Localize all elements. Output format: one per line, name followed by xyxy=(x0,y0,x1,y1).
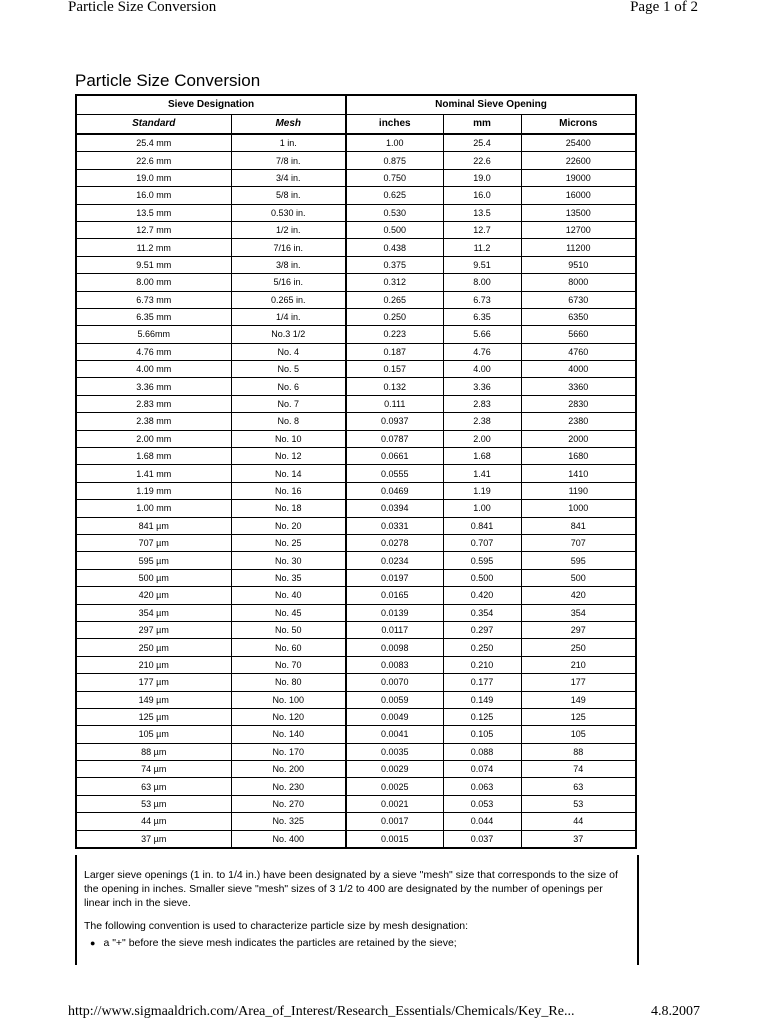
cell-mesh: 7/16 in. xyxy=(231,239,346,256)
table-group-header-row xyxy=(76,95,636,115)
cell-inches: 0.0787 xyxy=(346,430,443,447)
table-column-header-row xyxy=(76,115,636,135)
cell-standard: 297 µm xyxy=(76,621,231,638)
cell-mesh: 1/4 in. xyxy=(231,308,346,325)
cell-inches: 0.111 xyxy=(346,395,443,412)
cell-mm: 8.00 xyxy=(443,274,521,291)
cell-mesh: 0.530 in. xyxy=(231,204,346,221)
cell-mesh: No. 16 xyxy=(231,482,346,499)
cell-inches: 1.00 xyxy=(346,134,443,152)
table-body xyxy=(76,134,636,848)
table-row xyxy=(76,674,636,691)
table-row xyxy=(76,691,636,708)
cell-mesh: No. 70 xyxy=(231,656,346,673)
cell-standard: 1.41 mm xyxy=(76,465,231,482)
column-header-microns: Microns xyxy=(521,115,636,135)
cell-inches: 0.0331 xyxy=(346,517,443,534)
cell-inches: 0.312 xyxy=(346,274,443,291)
cell-standard: 841 µm xyxy=(76,517,231,534)
cell-standard: 595 µm xyxy=(76,552,231,569)
cell-mesh: 1 in. xyxy=(231,134,346,152)
cell-inches: 0.750 xyxy=(346,169,443,186)
cell-standard: 500 µm xyxy=(76,569,231,586)
cell-standard: 53 µm xyxy=(76,795,231,812)
cell-microns: 2830 xyxy=(521,395,636,412)
cell-standard: 63 µm xyxy=(76,778,231,795)
cell-microns: 354 xyxy=(521,604,636,621)
table-row xyxy=(76,274,636,291)
table-row xyxy=(76,743,636,760)
cell-mesh: 5/8 in. xyxy=(231,187,346,204)
cell-mm: 5.66 xyxy=(443,326,521,343)
cell-inches: 0.223 xyxy=(346,326,443,343)
cell-standard: 354 µm xyxy=(76,604,231,621)
cell-microns: 8000 xyxy=(521,274,636,291)
table-row xyxy=(76,621,636,638)
cell-mm: 1.68 xyxy=(443,448,521,465)
cell-mm: 0.297 xyxy=(443,621,521,638)
cell-inches: 0.157 xyxy=(346,361,443,378)
cell-inches: 0.0059 xyxy=(346,691,443,708)
cell-microns: 1000 xyxy=(521,500,636,517)
cell-inches: 0.0070 xyxy=(346,674,443,691)
cell-inches: 0.0021 xyxy=(346,795,443,812)
cell-mesh: No. 25 xyxy=(231,534,346,551)
cell-standard: 2.38 mm xyxy=(76,413,231,430)
cell-mm: 0.088 xyxy=(443,743,521,760)
cell-microns: 12700 xyxy=(521,221,636,238)
cell-microns: 74 xyxy=(521,761,636,778)
table-row xyxy=(76,361,636,378)
cell-inches: 0.0035 xyxy=(346,743,443,760)
cell-inches: 0.0025 xyxy=(346,778,443,795)
table-row xyxy=(76,761,636,778)
table-row xyxy=(76,291,636,308)
cell-mm: 2.00 xyxy=(443,430,521,447)
cell-mesh: No. 12 xyxy=(231,448,346,465)
table-row xyxy=(76,552,636,569)
cell-microns: 105 xyxy=(521,726,636,743)
cell-microns: 37 xyxy=(521,830,636,848)
cell-standard: 250 µm xyxy=(76,639,231,656)
cell-inches: 0.0015 xyxy=(346,830,443,848)
cell-mesh: No.3 1/2 xyxy=(231,326,346,343)
cell-microns: 177 xyxy=(521,674,636,691)
cell-inches: 0.0098 xyxy=(346,639,443,656)
cell-standard: 2.83 mm xyxy=(76,395,231,412)
cell-mm: 16.0 xyxy=(443,187,521,204)
table-row xyxy=(76,395,636,412)
header-title: Particle Size Conversion xyxy=(68,0,217,15)
cell-mm: 0.149 xyxy=(443,691,521,708)
footer-url: http://www.sigmaaldrich.com/Area_of_Interest/Research_Essentials/Chemicals/Key_Re... xyxy=(68,1004,575,1019)
cell-standard: 210 µm xyxy=(76,656,231,673)
cell-mm: 2.83 xyxy=(443,395,521,412)
notes-bullet-item xyxy=(90,936,457,950)
table-row xyxy=(76,465,636,482)
table-row xyxy=(76,778,636,795)
page-number: Page 1 of 2 xyxy=(630,0,698,15)
cell-mm: 0.044 xyxy=(443,813,521,830)
cell-microns: 6350 xyxy=(521,308,636,325)
table-row xyxy=(76,169,636,186)
table-row xyxy=(76,204,636,221)
cell-standard: 19.0 mm xyxy=(76,169,231,186)
cell-inches: 0.0049 xyxy=(346,708,443,725)
cell-mm: 0.707 xyxy=(443,534,521,551)
cell-microns: 707 xyxy=(521,534,636,551)
cell-mesh: No. 270 xyxy=(231,795,346,812)
table-row xyxy=(76,830,636,848)
cell-inches: 0.500 xyxy=(346,221,443,238)
cell-mm: 0.053 xyxy=(443,795,521,812)
table-row xyxy=(76,708,636,725)
cell-mesh: No. 230 xyxy=(231,778,346,795)
cell-microns: 297 xyxy=(521,621,636,638)
cell-mesh: No. 6 xyxy=(231,378,346,395)
cell-microns: 44 xyxy=(521,813,636,830)
column-header-inches: inches xyxy=(346,115,443,135)
cell-inches: 0.375 xyxy=(346,256,443,273)
cell-mm: 0.125 xyxy=(443,708,521,725)
cell-inches: 0.265 xyxy=(346,291,443,308)
cell-mm: 0.595 xyxy=(443,552,521,569)
cell-inches: 0.132 xyxy=(346,378,443,395)
cell-standard: 149 µm xyxy=(76,691,231,708)
cell-mesh: No. 50 xyxy=(231,621,346,638)
cell-microns: 841 xyxy=(521,517,636,534)
table-row xyxy=(76,413,636,430)
cell-inches: 0.250 xyxy=(346,308,443,325)
cell-standard: 420 µm xyxy=(76,587,231,604)
cell-microns: 53 xyxy=(521,795,636,812)
cell-microns: 500 xyxy=(521,569,636,586)
table-row xyxy=(76,221,636,238)
cell-standard: 22.6 mm xyxy=(76,152,231,169)
cell-mm: 6.73 xyxy=(443,291,521,308)
cell-microns: 4000 xyxy=(521,361,636,378)
table-row xyxy=(76,378,636,395)
cell-microns: 2000 xyxy=(521,430,636,447)
cell-standard: 37 µm xyxy=(76,830,231,848)
cell-mesh: No. 45 xyxy=(231,604,346,621)
table-row xyxy=(76,343,636,360)
cell-mesh: 1/2 in. xyxy=(231,221,346,238)
cell-microns: 5660 xyxy=(521,326,636,343)
column-header-mm: mm xyxy=(443,115,521,135)
cell-microns: 420 xyxy=(521,587,636,604)
cell-microns: 88 xyxy=(521,743,636,760)
cell-mm: 0.500 xyxy=(443,569,521,586)
cell-mm: 11.2 xyxy=(443,239,521,256)
cell-inches: 0.0117 xyxy=(346,621,443,638)
cell-microns: 19000 xyxy=(521,169,636,186)
cell-inches: 0.625 xyxy=(346,187,443,204)
cell-standard: 9.51 mm xyxy=(76,256,231,273)
table-row xyxy=(76,448,636,465)
group-header-sieve-designation: Sieve Designation xyxy=(76,95,346,115)
cell-standard: 6.73 mm xyxy=(76,291,231,308)
cell-mesh: No. 10 xyxy=(231,430,346,447)
cell-standard: 5.66mm xyxy=(76,326,231,343)
cell-microns: 11200 xyxy=(521,239,636,256)
cell-mm: 0.074 xyxy=(443,761,521,778)
cell-inches: 0.530 xyxy=(346,204,443,221)
cell-mesh: 5/16 in. xyxy=(231,274,346,291)
table-row xyxy=(76,517,636,534)
cell-mesh: No. 35 xyxy=(231,569,346,586)
table-row xyxy=(76,134,636,152)
cell-inches: 0.0661 xyxy=(346,448,443,465)
cell-mesh: No. 8 xyxy=(231,413,346,430)
cell-mm: 0.420 xyxy=(443,587,521,604)
cell-inches: 0.0017 xyxy=(346,813,443,830)
cell-inches: 0.0469 xyxy=(346,482,443,499)
cell-mm: 1.00 xyxy=(443,500,521,517)
cell-microns: 9510 xyxy=(521,256,636,273)
column-header-standard: Standard xyxy=(76,115,231,135)
cell-mesh: 3/8 in. xyxy=(231,256,346,273)
cell-mm: 12.7 xyxy=(443,221,521,238)
cell-microns: 149 xyxy=(521,691,636,708)
table-row xyxy=(76,813,636,830)
notes-section xyxy=(75,855,639,965)
cell-mesh: No. 100 xyxy=(231,691,346,708)
cell-inches: 0.0234 xyxy=(346,552,443,569)
cell-inches: 0.0083 xyxy=(346,656,443,673)
cell-microns: 125 xyxy=(521,708,636,725)
cell-mm: 0.841 xyxy=(443,517,521,534)
cell-inches: 0.0041 xyxy=(346,726,443,743)
print-header xyxy=(0,0,768,20)
cell-standard: 1.68 mm xyxy=(76,448,231,465)
print-footer xyxy=(68,1004,700,1022)
cell-microns: 25400 xyxy=(521,134,636,152)
table-row xyxy=(76,256,636,273)
cell-standard: 6.35 mm xyxy=(76,308,231,325)
table-row xyxy=(76,308,636,325)
table-row xyxy=(76,152,636,169)
table-row xyxy=(76,500,636,517)
cell-mesh: No. 4 xyxy=(231,343,346,360)
cell-standard: 3.36 mm xyxy=(76,378,231,395)
cell-inches: 0.0555 xyxy=(346,465,443,482)
cell-inches: 0.0197 xyxy=(346,569,443,586)
cell-standard: 12.7 mm xyxy=(76,221,231,238)
cell-mesh: 0.265 in. xyxy=(231,291,346,308)
cell-mm: 6.35 xyxy=(443,308,521,325)
cell-mesh: No. 400 xyxy=(231,830,346,848)
cell-microns: 63 xyxy=(521,778,636,795)
page-title: Particle Size Conversion xyxy=(75,71,261,90)
cell-standard: 25.4 mm xyxy=(76,134,231,152)
cell-microns: 16000 xyxy=(521,187,636,204)
table-row xyxy=(76,187,636,204)
cell-mesh: No. 14 xyxy=(231,465,346,482)
table-row xyxy=(76,656,636,673)
sieve-conversion-table xyxy=(75,94,637,849)
cell-mm: 19.0 xyxy=(443,169,521,186)
cell-microns: 1410 xyxy=(521,465,636,482)
cell-standard: 707 µm xyxy=(76,534,231,551)
footer-date: 4.8.2007 xyxy=(651,1004,700,1019)
cell-mm: 0.105 xyxy=(443,726,521,743)
cell-mm: 2.38 xyxy=(443,413,521,430)
cell-standard: 16.0 mm xyxy=(76,187,231,204)
cell-mesh: No. 40 xyxy=(231,587,346,604)
cell-mesh: 3/4 in. xyxy=(231,169,346,186)
cell-standard: 1.19 mm xyxy=(76,482,231,499)
cell-mesh: No. 5 xyxy=(231,361,346,378)
cell-mesh: No. 80 xyxy=(231,674,346,691)
cell-mm: 4.00 xyxy=(443,361,521,378)
cell-microns: 1680 xyxy=(521,448,636,465)
cell-microns: 6730 xyxy=(521,291,636,308)
cell-mesh: No. 20 xyxy=(231,517,346,534)
cell-mm: 22.6 xyxy=(443,152,521,169)
table-row xyxy=(76,587,636,604)
cell-microns: 13500 xyxy=(521,204,636,221)
cell-inches: 0.0165 xyxy=(346,587,443,604)
cell-microns: 3360 xyxy=(521,378,636,395)
cell-mm: 25.4 xyxy=(443,134,521,152)
cell-mm: 4.76 xyxy=(443,343,521,360)
cell-microns: 1190 xyxy=(521,482,636,499)
cell-inches: 0.0139 xyxy=(346,604,443,621)
cell-mesh: No. 7 xyxy=(231,395,346,412)
cell-mesh: No. 170 xyxy=(231,743,346,760)
cell-microns: 2380 xyxy=(521,413,636,430)
notes-bullet-text: a "+" before the sieve mesh indicates the particles are retained by the sieve; xyxy=(103,937,457,949)
cell-mm: 0.037 xyxy=(443,830,521,848)
cell-inches: 0.0029 xyxy=(346,761,443,778)
cell-mm: 13.5 xyxy=(443,204,521,221)
table-row xyxy=(76,239,636,256)
table-row xyxy=(76,534,636,551)
cell-standard: 4.00 mm xyxy=(76,361,231,378)
notes-paragraph-mesh: Larger sieve openings (1 in. to 1/4 in.) have been designated by a sieve "mesh" size that corresponds to the size of the opening in inches. Smaller sieve "mesh" sizes of 3 1/2 to 400 are designated by the number of openings per linear inch in the sieve. xyxy=(84,869,618,909)
cell-standard: 105 µm xyxy=(76,726,231,743)
table-row xyxy=(76,482,636,499)
table-row xyxy=(76,639,636,656)
cell-inches: 0.438 xyxy=(346,239,443,256)
group-header-nominal-opening: Nominal Sieve Opening xyxy=(346,95,636,115)
cell-inches: 0.187 xyxy=(346,343,443,360)
cell-mesh: No. 200 xyxy=(231,761,346,778)
cell-mesh: 7/8 in. xyxy=(231,152,346,169)
cell-standard: 4.76 mm xyxy=(76,343,231,360)
column-header-mesh: Mesh xyxy=(231,115,346,135)
cell-mesh: No. 120 xyxy=(231,708,346,725)
cell-inches: 0.0394 xyxy=(346,500,443,517)
table-row xyxy=(76,326,636,343)
cell-mm: 0.354 xyxy=(443,604,521,621)
cell-inches: 0.875 xyxy=(346,152,443,169)
table-row xyxy=(76,569,636,586)
cell-microns: 210 xyxy=(521,656,636,673)
table-row xyxy=(76,795,636,812)
cell-standard: 125 µm xyxy=(76,708,231,725)
cell-mesh: No. 30 xyxy=(231,552,346,569)
cell-inches: 0.0278 xyxy=(346,534,443,551)
cell-mm: 1.19 xyxy=(443,482,521,499)
cell-standard: 13.5 mm xyxy=(76,204,231,221)
cell-microns: 250 xyxy=(521,639,636,656)
cell-standard: 2.00 mm xyxy=(76,430,231,447)
cell-inches: 0.0937 xyxy=(346,413,443,430)
cell-mesh: No. 140 xyxy=(231,726,346,743)
cell-standard: 1.00 mm xyxy=(76,500,231,517)
cell-standard: 177 µm xyxy=(76,674,231,691)
cell-microns: 22600 xyxy=(521,152,636,169)
table-row xyxy=(76,726,636,743)
bullet-icon: ● xyxy=(90,938,96,948)
cell-mm: 0.250 xyxy=(443,639,521,656)
cell-mesh: No. 325 xyxy=(231,813,346,830)
cell-standard: 88 µm xyxy=(76,743,231,760)
cell-standard: 44 µm xyxy=(76,813,231,830)
table-row xyxy=(76,430,636,447)
cell-mesh: No. 18 xyxy=(231,500,346,517)
cell-mm: 1.41 xyxy=(443,465,521,482)
cell-standard: 11.2 mm xyxy=(76,239,231,256)
cell-mm: 0.177 xyxy=(443,674,521,691)
cell-standard: 8.00 mm xyxy=(76,274,231,291)
cell-microns: 595 xyxy=(521,552,636,569)
cell-mm: 3.36 xyxy=(443,378,521,395)
cell-mm: 9.51 xyxy=(443,256,521,273)
cell-mm: 0.063 xyxy=(443,778,521,795)
notes-paragraph-convention: The following convention is used to characterize particle size by mesh designation: xyxy=(84,920,469,932)
cell-mesh: No. 60 xyxy=(231,639,346,656)
cell-standard: 74 µm xyxy=(76,761,231,778)
table-row xyxy=(76,604,636,621)
cell-mm: 0.210 xyxy=(443,656,521,673)
cell-microns: 4760 xyxy=(521,343,636,360)
